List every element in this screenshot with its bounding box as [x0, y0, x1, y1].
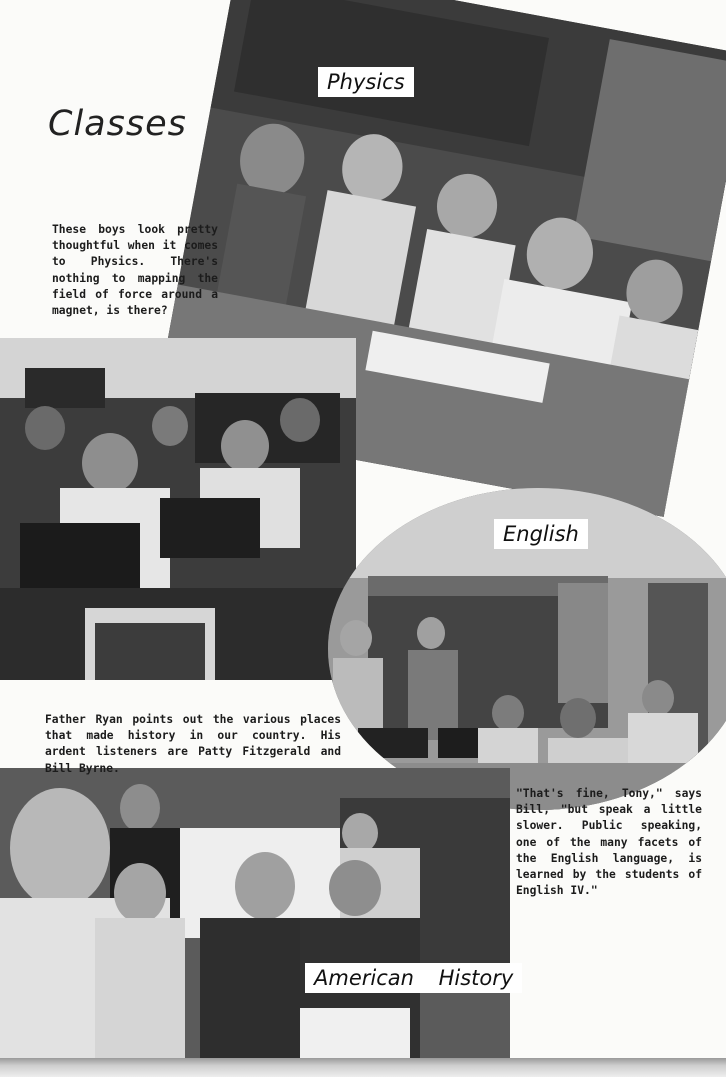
page-title: Classes	[48, 104, 187, 144]
history-caption: Father Ryan points out the various places that made history in our country. His ardent listeners are Patty Fitzgerald and Bill Byrne.	[45, 713, 341, 775]
typing-class-photo	[0, 338, 356, 680]
american-history-label: American History	[305, 963, 522, 993]
english-label: English	[494, 519, 588, 549]
english-caption: "That's fine, Tony," says Bill, "but speak a little slower. Public speaking, one of the many facets of the English language, is learned by the students of English IV."	[516, 787, 702, 898]
physics-caption: These boys look pretty thoughtful when it comes to Physics. There's nothing to mapping the field of force around a magnet, is there?	[52, 223, 218, 318]
page-bottom-edge	[0, 1058, 726, 1077]
physics-label: Physics	[318, 67, 414, 97]
american-history-class-photo	[0, 768, 510, 1058]
